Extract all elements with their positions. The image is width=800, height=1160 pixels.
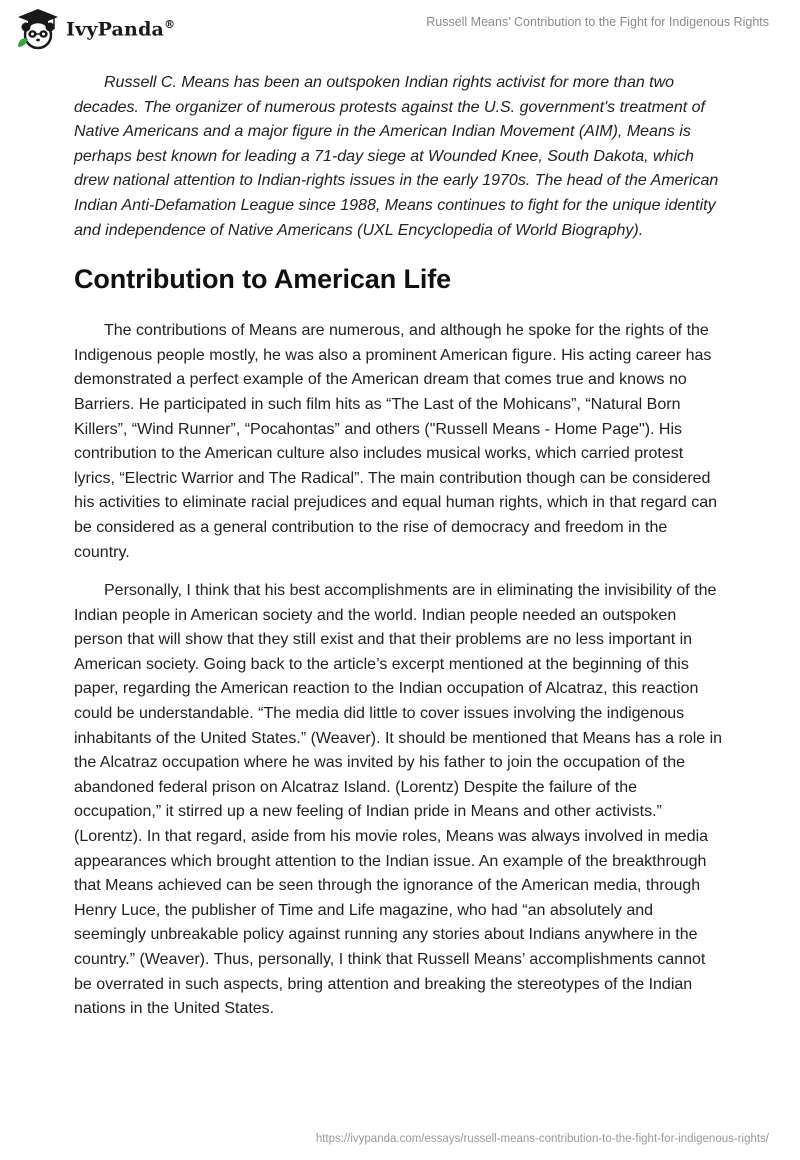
abstract-paragraph: Russell C. Means has been an outspoken Indian rights activist for more than two decades. The organizer of numerous protests against the U.S. government's treatment of Native Americans and a major figure in the American Indian Movement (AIM), Means is perhaps best known for leading a 71-day siege at Wounded Knee, South Dakota, which drew national attention to Indian-rights issues in the early 1970s. The head of the American Indian Anti-Defamation League since 1988, Means continues to fight for the unique identity and independence of Native Americans (UXL Encyclopedia of World Biography). [74, 74, 719, 239]
body-paragraph: The contributions of Means are numerous, and although he spoke for the rights of the Indigenous people mostly, he was also a prominent American figure. His acting career has demonstrated a perfect example of the American dream that comes true and knows no Barriers. He participated in such film hits as “The Last of the Mohicans”, “Natural Born Killers”, “Wind Runner”, “Pocahontas” and others ("Russell Means - Home Page"). His contribution to the American culture also includes musical works, which carried protest lyrics, “Electric Warrior and The Radical”. The main contribution though can be considered his activities to eliminate racial prejudices and equal human rights, which in that regard can be considered as a general contribution to the rise of democracy and freedom in the country. [74, 322, 718, 561]
brand-name: IvyPanda® [66, 17, 176, 41]
page-header [0, 0, 800, 56]
brand-logo[interactable] [14, 7, 175, 51]
source-url[interactable]: https://ivypanda.com/essays/russell-means-contribution-to-the-fight-for-indigenous-rights/ [315, 1133, 769, 1145]
panda-logo-icon [14, 7, 62, 51]
running-title: Russell Means’ Contribution to the Fight for Indigenous Rights [426, 15, 769, 29]
registered-mark: ® [164, 17, 176, 31]
essay-content [74, 71, 726, 1036]
section-heading: Contribution to American Life [74, 264, 452, 295]
body-paragraph: Personally, I think that his best accomplishments are in eliminating the invisibility of the Indian people in American society and the world. Indian people needed an outspoken person that will show that they still exist and that their problems are no less important in American society. Going back to the article’s excerpt mentioned at the beginning of this paper, regarding the American reaction to the Indian occupation of Alcatraz, this reaction could be understandable. “The media did little to cover issues involving the indigenous inhabitants of the United States.” (Weaver). It should be mentioned that Means has a role in the Alcatraz occupation where he was invited by his father to join the occupation of the abandoned federal prison on Alcatraz Island. (Lorentz) Despite the failure of the occupation,” it stirred up a new feeling of Indian pride in Means and other activists.” (Lorentz). In that regard, aside from his movie roles, Means was always involved in media appearances which brought attention to the Indian issue. An example of the breakthrough that Means achieved can be seen through the ignorance of the American media, through Henry Luce, the publisher of Time and Life magazine, who had “an absolutely and seemingly unbreakable policy against running any stories about Indians anywhere in the country.” (Weaver). Thus, personally, I think that Russell Means’ accomplishments cannot be overrated in such aspects, bring attention and breaking the stereotypes of the Indian nations in the United States. [74, 582, 723, 1018]
